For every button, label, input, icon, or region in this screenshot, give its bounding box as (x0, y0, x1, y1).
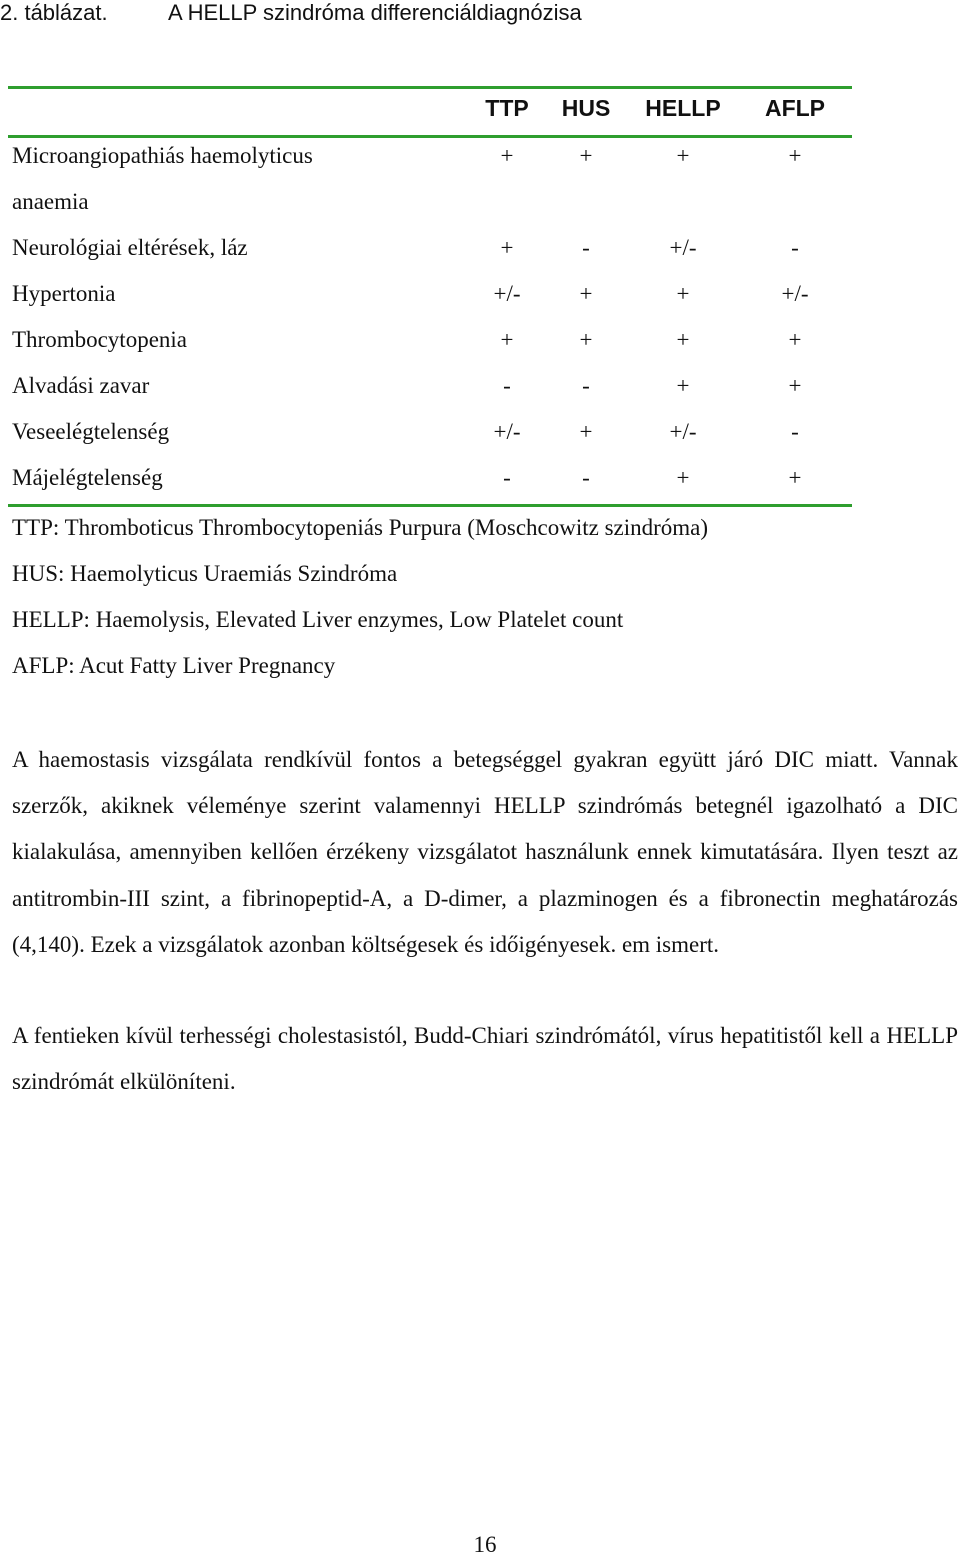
table-cell: +/- (493, 419, 521, 444)
table-cell: + (788, 373, 802, 398)
table-cell: + (500, 235, 514, 260)
table-cell: + (579, 419, 593, 444)
legend-hus: HUS: Haemolyticus Uraemiás Szindróma (12, 561, 398, 586)
table-cell: - (503, 373, 511, 398)
row-label-veseelegtelenseg: Veseelégtelenség (12, 419, 170, 444)
table-cell: + (788, 143, 802, 168)
row-label-thrombocytopenia: Thrombocytopenia (12, 327, 188, 352)
column-header-hellp: HELLP (645, 95, 721, 121)
table-cell: + (676, 143, 690, 168)
table-cell: +/- (669, 235, 697, 260)
table-cell: - (791, 235, 799, 260)
table-cell: + (579, 281, 593, 306)
table-cell: - (582, 465, 590, 490)
row-label-neurologiai: Neurológiai eltérések, láz (12, 235, 248, 260)
row-label-majelegtelenseg: Májelégtelenség (12, 465, 163, 490)
table-caption-label: 2. táblázat. (0, 0, 108, 25)
table-header-rule (8, 135, 852, 138)
table-cell: +/- (669, 419, 697, 444)
table-cell: + (500, 143, 514, 168)
table-cell: + (579, 143, 593, 168)
table-caption-title: A HELLP szindróma differenciáldiagnózisa (168, 0, 582, 25)
row-label-microangiopathias-cont: anaemia (12, 189, 89, 214)
table-caption (0, 0, 582, 26)
table-cell: +/- (493, 281, 521, 306)
table-cell: - (582, 235, 590, 260)
table-cell: + (676, 465, 690, 490)
table-cell: + (500, 327, 514, 352)
table-bottom-rule (8, 504, 852, 507)
row-label-hypertonia: Hypertonia (12, 281, 116, 306)
table-top-rule (8, 86, 852, 89)
page-number: 16 (473, 1532, 497, 1557)
table-cell: +/- (781, 281, 809, 306)
table-cell: - (582, 373, 590, 398)
column-header-hus: HUS (561, 95, 611, 121)
table-cell: + (676, 327, 690, 352)
body-paragraph: A fentieken kívül terhességi cholestasistól, Budd-Chiari szindrómától, vírus hepatitistől kell a HELLP szindrómát elkülöníteni. (12, 1023, 958, 1095)
column-header-ttp: TTP (485, 95, 529, 121)
legend-hellp: HELLP: Haemolysis, Elevated Liver enzymes, Low Platelet count (12, 607, 624, 632)
table-cell: - (791, 419, 799, 444)
legend-aflp: AFLP: Acut Fatty Liver Pregnancy (12, 653, 336, 678)
table-cell: - (503, 465, 511, 490)
body-paragraph: A haemostasis vizsgálata rendkívül fontos a betegséggel gyakran együtt járó DIC miatt. Vannak szerzők, akiknek véleménye szerint valamennyi HELLP szindrómás betegnél igazolható a DIC kialakulása, amennyiben kellően érzékeny vizsgálatot használunk ennek kimutatására. Ilyen teszt az antitrombin-III szint, a fibrinopeptid-A, a D-dimer, a plazminogen és a fibronectin meghatározás (4,140). Ezek a vizsgálatok azonban költségesek és időigényesek. em ismert. (12, 747, 958, 957)
table-cell: + (579, 327, 593, 352)
row-label-microangiopathias: Microangiopathiás haemolyticus (12, 143, 313, 168)
table-cell: + (788, 327, 802, 352)
table-cell: + (676, 373, 690, 398)
table-cell: + (788, 465, 802, 490)
table-cell: + (676, 281, 690, 306)
row-label-alvadasi-zavar: Alvadási zavar (12, 373, 150, 398)
column-header-aflp: AFLP (764, 95, 826, 121)
legend-ttp: TTP: Thromboticus Thrombocytopeniás Purpura (Moschcowitz szindróma) (12, 515, 709, 540)
